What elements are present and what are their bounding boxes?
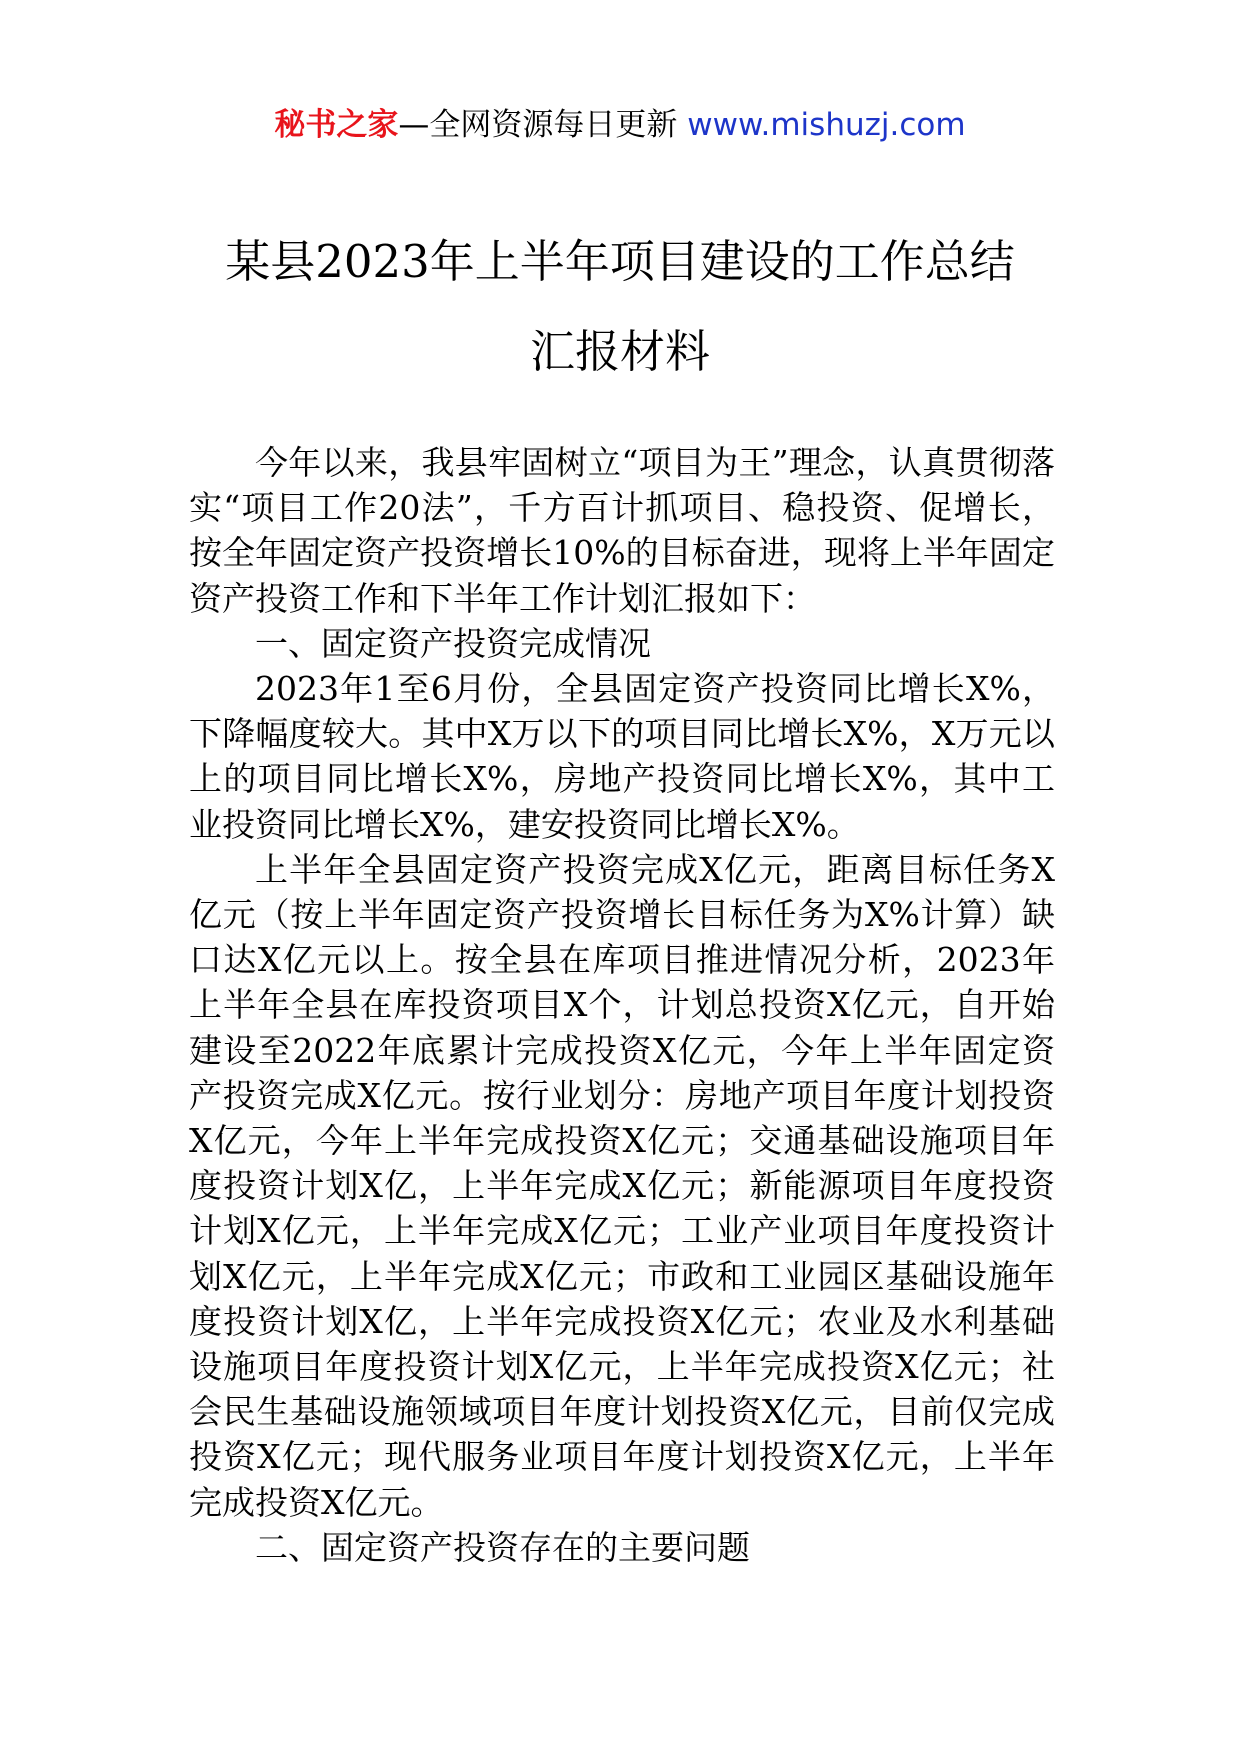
document-title-line-2: 汇报材料 — [529, 325, 710, 378]
site-header — [0, 100, 1240, 150]
document-body — [189, 440, 1055, 1570]
site-url-link[interactable]: www.mishuzj.com — [687, 107, 966, 143]
document-title-line-1: 某县2023年上半年项目建设的工作总结 — [225, 235, 1015, 288]
section-heading-2: 二、固定资产投资存在的主要问题 — [255, 1527, 750, 1567]
paragraph-growth: 2023年1至6月份，全县固定资产投资同比增长X%，下降幅度较大。其中X万以下的项目同比增长X%，X万元以上的项目同比增长X%，房地产投资同比增长X%，其中工业投资同比增长X%，建安投资同比增长X%。 — [189, 669, 1055, 844]
site-brand: 秘书之家 — [274, 107, 399, 143]
paragraph-details: 上半年全县固定资产投资完成X亿元，距离目标任务X亿元（按上半年固定资产投资增长目标任务为X%计算）缺口达X亿元以上。按全县在库项目推进情况分析，2023年上半年全县在库投资项目X个，计划总投资X亿元，自开始建设至2022年底累计完成投资X亿元，今年上半年固定资产投资完成X亿元。按行业划分：房地产项目年度计划投资X亿元，今年上半年完成投资X亿元；交通基础设施项目年度投资计划X亿，上半年完成X亿元；新能源项目年度投资计划X亿元，上半年完成X亿元；工业产业项目年度投资计划X亿元，上半年完成X亿元；市政和工业园区基础设施年度投资计划X亿，上半年完成投资X亿元；农业及水利基础设施项目年度投资计划X亿元，上半年完成投资X亿元；社会民生基础设施领域项目年度计划投资X亿元，目前仅完成投资X亿元；现代服务业项目年度计划投资X亿元，上半年完成投资X亿元。 — [189, 849, 1055, 1522]
section-heading-1: 一、固定资产投资完成情况 — [255, 623, 651, 663]
paragraph-intro: 今年以来，我县牢固树立“项目为王”理念，认真贯彻落实“项目工作20法”，千方百计抓项目、稳投资、促增长，按全年固定资产投资增长10%的目标奋进，现将上半年固定资产投资工作和下半年工作计划汇报如下： — [189, 443, 1055, 618]
site-slogan: —全网资源每日更新 — [398, 107, 678, 143]
